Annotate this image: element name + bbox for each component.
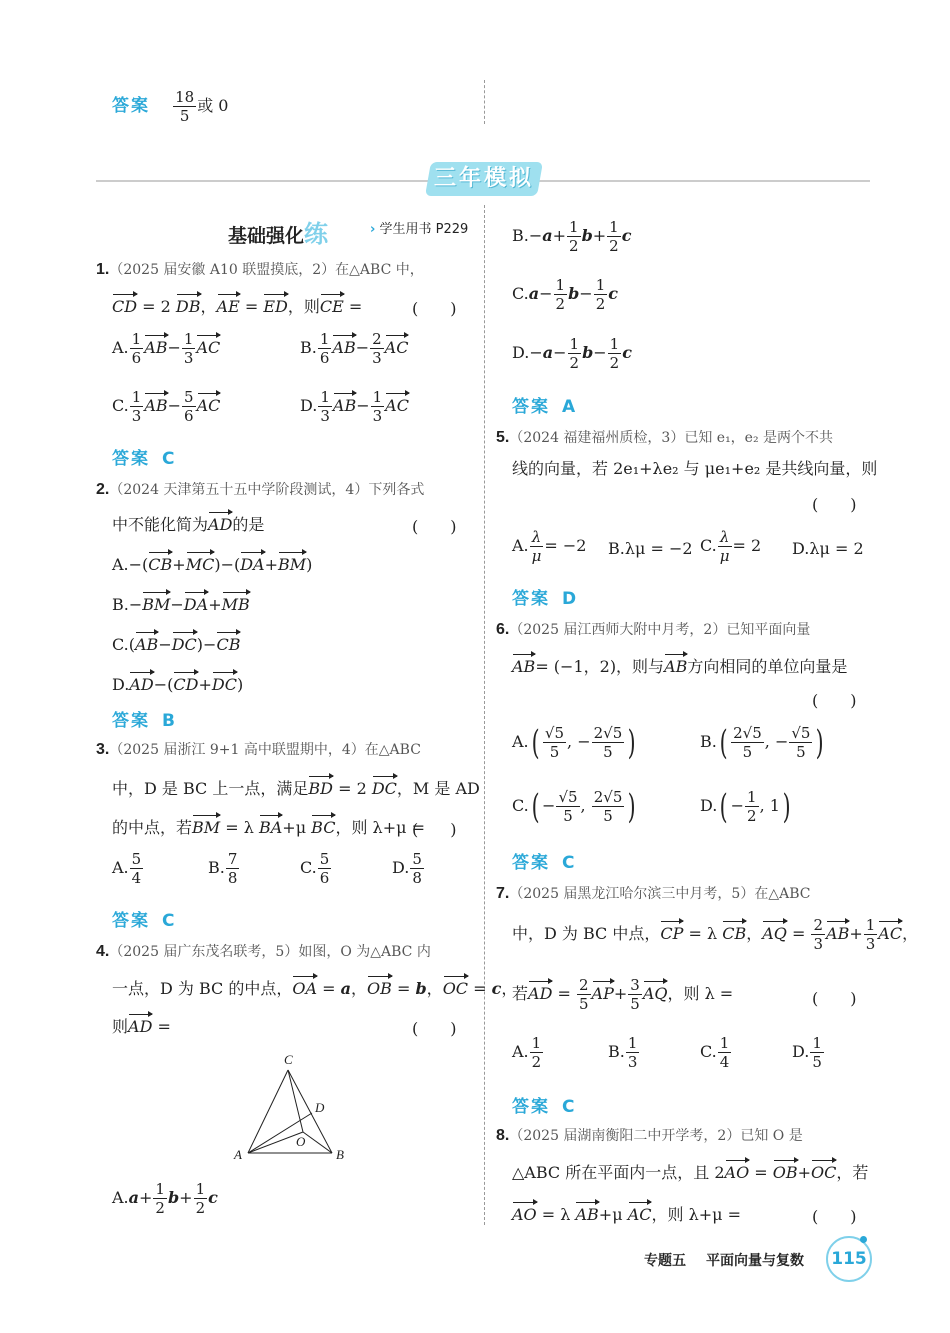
q6-answer: 答案 C (512, 853, 575, 873)
q1-answer: 答案 C (112, 449, 175, 469)
page-dot-icon (860, 1236, 867, 1243)
q2-option-c[interactable]: C.(AB−DC)−CB (112, 635, 241, 654)
q2-paren: ( ) (412, 517, 457, 536)
q5-option-c[interactable]: C. $\frac{\lambda}{\mu}$ = 2 (700, 528, 762, 565)
q7-stem-2: 中，D 为 BC 中点，CP = λ CB，AQ = $\frac{2}{3}$ AB+ $\frac{1}{3}$ AC， (512, 916, 919, 953)
q3-stem-3: 的中点，若BM = λ BA+μ BC，则 λ+μ = (112, 818, 425, 837)
q4-option-b[interactable]: B.−a+ $\frac{1}{2}$ b+ $\frac{1}{2}$ c (512, 218, 632, 255)
q1-paren: ( ) (412, 299, 457, 318)
top-answer (112, 88, 228, 125)
q6-option-b[interactable]: B.( $\frac{2√5}{5}$ , − $\frac{√5}{5}$ ) (700, 722, 825, 763)
q6-stem: 6.（2025 届江西师大附中月考，2）已知平面向量 (496, 621, 811, 638)
q2-stem: 2.（2024 天津第五十五中学阶段测试，4）下列各式 (96, 481, 425, 498)
q3-option-c[interactable]: C. $\frac{5}{6}$ (300, 850, 330, 887)
column-divider (484, 205, 485, 1225)
q3-stem-2: 中，D 是 BC 上一点，满足BD = 2 DC，M 是 AD (112, 779, 480, 798)
q7-option-a[interactable]: A. $\frac{1}{2}$ (512, 1034, 542, 1071)
q3-stem: 3.（2025 届浙江 9+1 高中联盟期中，4）在△ABC (96, 741, 421, 758)
q4-option-c[interactable]: C.a− $\frac{1}{2}$ b− $\frac{1}{2}$ c (512, 276, 618, 313)
q4-triangle-figure (230, 1050, 360, 1165)
q8-paren: ( ) (812, 1207, 857, 1226)
q1-option-d[interactable]: D. $\frac{1}{3}$ AB− $\frac{1}{3}$ AC (300, 388, 409, 425)
q2-stem-2: 中不能化简为AD的是 (112, 515, 265, 534)
q7-answer: 答案 C (512, 1097, 575, 1117)
q4-option-a[interactable]: A.a+ $\frac{1}{2}$ b+ $\frac{1}{2}$ c (112, 1180, 218, 1217)
q1-stem: 1.（2025 届安徽 A10 联盟摸底，2）在△ABC 中， (96, 261, 424, 278)
q8-stem-2: △ABC 所在平面内一点，且 2AO = OB+OC，若 (512, 1163, 869, 1182)
q2-option-d[interactable]: D.AD−(CD+DC) (112, 675, 244, 694)
q4-option-d[interactable]: D.−a− $\frac{1}{2}$ b− $\frac{1}{2}$ c (512, 335, 632, 372)
section-title: 基础强化练 (228, 220, 329, 248)
fig-label-a: A (234, 1147, 242, 1162)
q5-option-b[interactable]: B.λμ = −2 (608, 539, 693, 558)
q7-stem-3: 若AD = $\frac{2}{5}$ AP+ $\frac{3}{5}$ AQ，则 λ = (512, 976, 734, 1013)
q3-answer: 答案 C (112, 911, 175, 931)
q7-stem: 7.（2025 届黑龙江哈尔滨三中月考，5）在△ABC (496, 885, 811, 902)
fig-label-b: B (336, 1147, 344, 1162)
answer-fraction: $\frac{18}{5}$ (175, 88, 195, 125)
q3-option-b[interactable]: B. $\frac{7}{8}$ (208, 850, 238, 887)
q7-option-c[interactable]: C. $\frac{1}{4}$ (700, 1034, 730, 1071)
q6-option-a[interactable]: A.( $\frac{√5}{5}$ , − $\frac{2√5}{5}$ ) (512, 722, 636, 763)
q5-option-a[interactable]: A. $\frac{\lambda}{\mu}$ = −2 (512, 528, 587, 565)
footer-topic: 专题五 (644, 1253, 686, 1269)
page-number: 115 (831, 1249, 867, 1269)
q5-stem: 5.（2024 福建福州质检，3）已知 e₁，e₂ 是两个不共 (496, 429, 834, 446)
q2-option-b[interactable]: B.−BM−DA+MB (112, 595, 250, 614)
q3-paren: ( ) (412, 820, 457, 839)
q7-paren: ( ) (812, 989, 857, 1008)
q6-stem-2: AB= (−1，2)，则与AB方向相同的单位向量是 (512, 657, 848, 676)
q6-option-d[interactable]: D.( − $\frac{1}{2}$ , 1) (700, 786, 791, 827)
q1-option-b[interactable]: B. $\frac{1}{6}$ AB− $\frac{2}{3}$ AC (300, 330, 409, 367)
q6-option-c[interactable]: C.( − $\frac{√5}{5}$ , $\frac{2√5}{5}$ ) (512, 786, 636, 827)
q1-option-a[interactable]: A. $\frac{1}{6}$ AB− $\frac{1}{3}$ AC (112, 330, 221, 367)
q5-paren: ( ) (812, 495, 857, 514)
fig-label-d: D (315, 1100, 325, 1115)
q1-option-c[interactable]: C. $\frac{1}{3}$ AB− $\frac{5}{6}$ AC (112, 388, 221, 425)
footer-title: 平面向量与复数 (706, 1253, 804, 1269)
q4-stem-2: 一点，D 为 BC 的中点，OA = a，OB = b，OC = c， (112, 979, 518, 998)
q5-option-d[interactable]: D.λμ = 2 (792, 539, 864, 558)
answer-suffix: 或 0 (197, 96, 229, 115)
fig-label-o: O (296, 1134, 306, 1149)
q1-condition: CD = 2 DB，AE = ED，则CE = (112, 297, 363, 316)
q5-answer: 答案 D (512, 589, 577, 609)
q8-stem: 8.（2025 届湖南衡阳二中开学考，2）已知 O 是 (496, 1127, 803, 1144)
q3-option-d[interactable]: D. $\frac{5}{8}$ (392, 850, 422, 887)
q4-stem: 4.（2025 届广东茂名联考，5）如图，O 为△ABC 内 (96, 943, 431, 960)
q4-answer: 答案 A (512, 397, 576, 417)
q2-answer: 答案 B (112, 711, 175, 731)
q6-paren: ( ) (812, 691, 857, 710)
fig-label-c: C (284, 1052, 293, 1067)
q2-option-a[interactable]: A.−(CB+MC)−(DA+BM) (112, 555, 313, 574)
q3-option-a[interactable]: A. $\frac{5}{4}$ (112, 850, 142, 887)
column-divider-top (484, 80, 485, 124)
q7-option-b[interactable]: B. $\frac{1}{3}$ (608, 1034, 638, 1071)
banner-title: 三年模拟 (433, 166, 534, 191)
q4-stem-3: 则AD = (112, 1017, 171, 1036)
answer-label: 答案 (112, 96, 150, 116)
book-ref: › 学生用书 P229 (370, 222, 469, 237)
q4-paren: ( ) (412, 1019, 457, 1038)
q5-stem-2: 线的向量，若 2e₁+λe₂ 与 μe₁+e₂ 是共线向量，则 (512, 459, 878, 478)
q8-stem-3: AO = λ AB+μ AC，则 λ+μ = (512, 1205, 742, 1224)
q7-option-d[interactable]: D. $\frac{1}{5}$ (792, 1034, 822, 1071)
